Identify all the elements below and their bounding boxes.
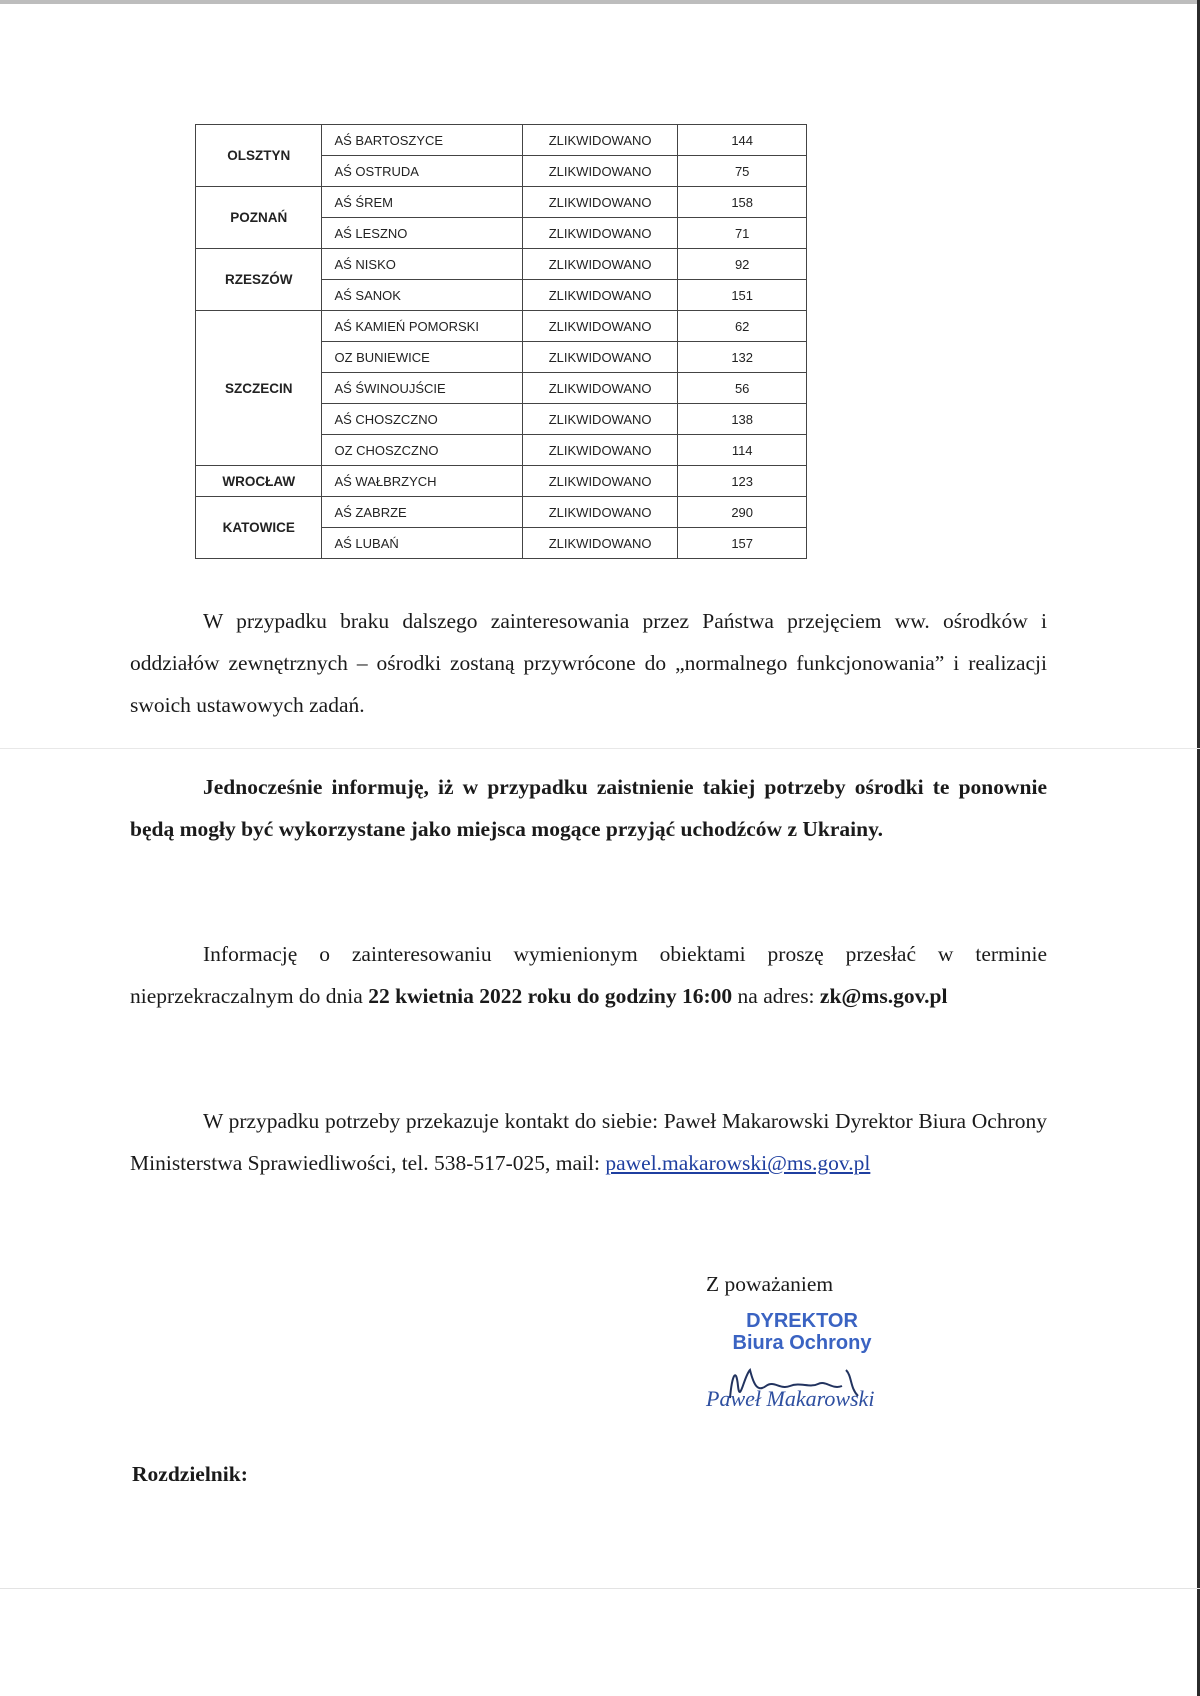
city-cell: WROCŁAW xyxy=(196,466,322,497)
count-cell: 62 xyxy=(678,311,807,342)
response-email: zk@ms.gov.pl xyxy=(819,984,948,1008)
count-cell: 138 xyxy=(678,404,807,435)
status-cell: ZLIKWIDOWANO xyxy=(522,528,678,559)
unit-cell: AŚ LUBAŃ xyxy=(322,528,522,559)
status-cell: ZLIKWIDOWANO xyxy=(522,187,678,218)
unit-cell: AŚ NISKO xyxy=(322,249,522,280)
unit-cell: AŚ BARTOSZYCE xyxy=(322,125,522,156)
paragraph-reuse-notice-text: Jednocześnie informuję, iż w przypadku zaistnienie takiej potrzeby ośrodki te ponownie będą mogły być wykorzystane jako miejsca mogące przyjąć uchodźców z Ukrainy. xyxy=(130,775,1047,841)
status-cell: ZLIKWIDOWANO xyxy=(522,218,678,249)
closing-greeting: Z poważaniem xyxy=(706,1272,834,1296)
count-cell: 114 xyxy=(678,435,807,466)
count-cell: 290 xyxy=(678,497,807,528)
paragraph-reuse-notice xyxy=(130,766,1047,850)
status-cell: ZLIKWIDOWANO xyxy=(522,280,678,311)
table-row xyxy=(196,497,807,528)
city-cell: SZCZECIN xyxy=(196,311,322,466)
unit-cell: AŚ SANOK xyxy=(322,280,522,311)
unit-cell: AŚ WAŁBRZYCH xyxy=(322,466,522,497)
unit-cell: AŚ KAMIEŃ POMORSKI xyxy=(322,311,522,342)
count-cell: 71 xyxy=(678,218,807,249)
scan-top-edge xyxy=(0,0,1200,4)
status-cell: ZLIKWIDOWANO xyxy=(522,404,678,435)
status-cell: ZLIKWIDOWANO xyxy=(522,249,678,280)
status-cell: ZLIKWIDOWANO xyxy=(522,466,678,497)
unit-cell: AŚ LESZNO xyxy=(322,218,522,249)
paragraph-contact-text: W przypadku potrzeby przekazuje kontakt do siebie: Paweł Makarowski Dyrektor Biura Ochrony Ministerstwa Sprawiedliwości, tel. 538-517-025, mail: xyxy=(130,1109,1047,1175)
table-row xyxy=(196,466,807,497)
stamp-title: DYREKTOR xyxy=(746,1310,858,1332)
paragraph-deadline-text: Informację o zainteresowaniu wymienionym obiektami proszę przesłać w terminie nieprzekraczalnym do dnia xyxy=(130,942,1047,1008)
city-cell: RZESZÓW xyxy=(196,249,322,311)
status-cell: ZLIKWIDOWANO xyxy=(522,156,678,187)
count-cell: 158 xyxy=(678,187,807,218)
count-cell: 157 xyxy=(678,528,807,559)
stamp-unit: Biura Ochrony xyxy=(732,1332,872,1354)
deadline-date: 22 kwietnia 2022 roku do godziny 16:00 xyxy=(368,984,733,1008)
paragraph-no-interest xyxy=(130,600,1047,726)
table-row xyxy=(196,249,807,280)
count-cell: 123 xyxy=(678,466,807,497)
count-cell: 132 xyxy=(678,342,807,373)
scan-fold-line xyxy=(0,748,1200,749)
unit-cell: AŚ ŚWINOUJŚCIE xyxy=(322,373,522,404)
unit-cell: AŚ CHOSZCZNO xyxy=(322,404,522,435)
status-cell: ZLIKWIDOWANO xyxy=(522,342,678,373)
table-row xyxy=(196,187,807,218)
status-cell: ZLIKWIDOWANO xyxy=(522,125,678,156)
count-cell: 56 xyxy=(678,373,807,404)
unit-cell: AŚ OSTRUDA xyxy=(322,156,522,187)
unit-cell: AŚ ŚREM xyxy=(322,187,522,218)
facility-table-body xyxy=(196,125,807,559)
count-cell: 75 xyxy=(678,156,807,187)
city-cell: POZNAŃ xyxy=(196,187,322,249)
status-cell: ZLIKWIDOWANO xyxy=(522,435,678,466)
contact-email-link[interactable]: pawel.makarowski@ms.gov.pl xyxy=(605,1151,871,1175)
city-cell: OLSZTYN xyxy=(196,125,322,187)
scan-bottom-line xyxy=(0,1588,1200,1589)
unit-cell: OZ BUNIEWICE xyxy=(322,342,522,373)
paragraph-contact xyxy=(130,1100,1047,1184)
unit-cell: AŚ ZABRZE xyxy=(322,497,522,528)
distribution-heading: Rozdzielnik: xyxy=(132,1462,248,1486)
director-stamp xyxy=(712,1310,892,1354)
status-cell: ZLIKWIDOWANO xyxy=(522,497,678,528)
unit-cell: OZ CHOSZCZNO xyxy=(322,435,522,466)
stamp-name: Paweł Makarowski xyxy=(706,1386,875,1411)
count-cell: 151 xyxy=(678,280,807,311)
paragraph-no-interest-text: W przypadku braku dalszego zainteresowania przez Państwa przejęciem ww. ośrodków i oddziałów zewnętrznych – ośrodki zostaną przywrócone do „normalnego funkcjonowania” i realizacji swoich ustawowych zadań. xyxy=(130,609,1047,717)
facility-table xyxy=(195,124,807,559)
paragraph-deadline-text-end: na adres: xyxy=(737,984,815,1008)
table-row xyxy=(196,311,807,342)
status-cell: ZLIKWIDOWANO xyxy=(522,311,678,342)
paragraph-deadline xyxy=(130,933,1047,1017)
status-cell: ZLIKWIDOWANO xyxy=(522,373,678,404)
table-row xyxy=(196,125,807,156)
count-cell: 144 xyxy=(678,125,807,156)
city-cell: KATOWICE xyxy=(196,497,322,559)
count-cell: 92 xyxy=(678,249,807,280)
